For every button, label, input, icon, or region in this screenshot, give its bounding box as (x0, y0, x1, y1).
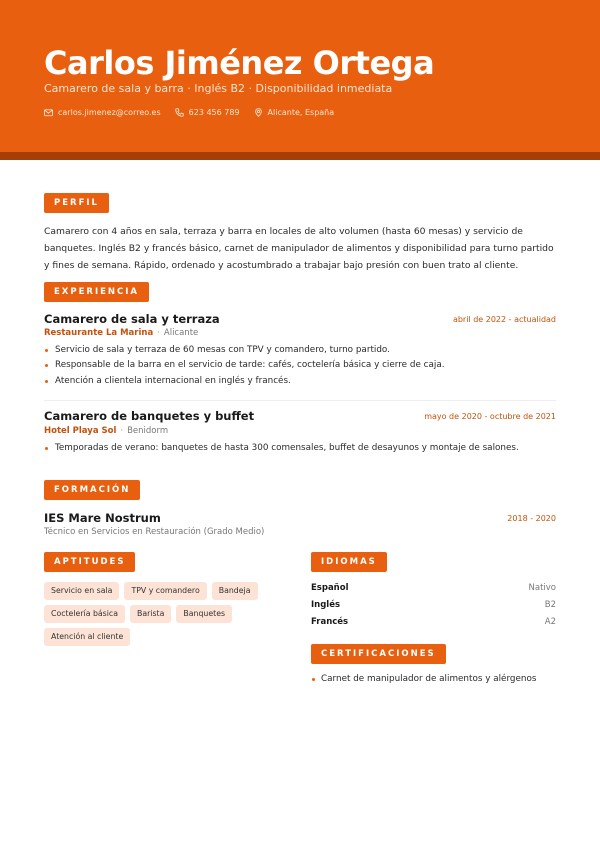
job-date: mayo de 2020 - octubre de 2021 (424, 412, 556, 421)
phone-icon (175, 108, 184, 117)
job-location: Alicante (163, 328, 199, 338)
language-level: Nativo (528, 583, 556, 593)
contact-row (44, 108, 334, 117)
job-title: Camarero de sala y terraza (44, 312, 220, 326)
language-name: Inglés (311, 600, 341, 610)
job-employer: Hotel Playa Sol · Benidorm (44, 426, 169, 436)
language-level: B2 (544, 600, 556, 610)
job-title: Camarero de banquetes y buffet (44, 409, 255, 423)
education-school: IES Mare Nostrum (44, 511, 161, 525)
contact-location (254, 108, 335, 117)
skill-chip: Barista (130, 605, 171, 623)
job-org: Restaurante La Marina (44, 328, 154, 338)
candidate-subtitle: Camarero de sala y barra · Inglés B2 · Disponibilidad inmediata (44, 82, 393, 95)
list-item: Temporadas de verano: banquetes de hasta 300 comensales, buffet de desayunos y montaje de salones. (44, 441, 560, 456)
section-tag-perfil: PERFIL (44, 193, 109, 213)
section-tag-formacion: FORMACIÓN (44, 480, 140, 500)
job-divider (44, 400, 556, 401)
job-date: abril de 2022 - actualidad (452, 315, 556, 324)
certifications-list (311, 672, 556, 687)
email-text: carlos.jimenez@correo.es (58, 108, 161, 117)
job-org: Hotel Playa Sol (44, 426, 117, 436)
location-text: Alicante, España (267, 108, 335, 117)
list-item: Atención a clientela internacional en inglés y francés. (44, 374, 560, 389)
education-degree: Técnico en Servicios en Restauración (Grado Medio) (44, 527, 265, 537)
skill-chip: TPV y comandero (124, 582, 206, 600)
skill-chip: Servicio en sala (44, 582, 119, 600)
language-row (311, 583, 556, 593)
contact-email[interactable] (44, 108, 161, 117)
contact-phone[interactable] (175, 108, 240, 117)
language-row (311, 617, 556, 627)
job-location: Benidorm (127, 426, 169, 436)
candidate-name: Carlos Jiménez Ortega (44, 44, 435, 82)
section-tag-aptitudes: APTITUDES (44, 552, 135, 572)
profile-summary: Camarero con 4 años en sala, terraza y barra en locales de alto volumen (hasta 60 mesas) y servicio de banquetes. Inglés B2 y francés básico, carnet de manipulador de alimentos y disponibilidad para turno partido y fines de semana. Rápido, ordenado y acostumbrado a trabajar bajo presión con buen trato al cliente. (44, 226, 554, 271)
location-pin-icon (254, 108, 263, 117)
language-name: Español (311, 583, 349, 593)
job-bullets (44, 441, 560, 456)
header-accent-bar (0, 152, 600, 160)
phone-text: 623 456 789 (188, 108, 240, 117)
section-tag-experiencia: EXPERIENCIA (44, 282, 149, 302)
list-item: Carnet de manipulador de alimentos y alérgenos (311, 672, 556, 687)
job-employer: Restaurante La Marina · Alicante (44, 328, 199, 338)
skill-chip: Banquetes (176, 605, 232, 623)
education-date: 2018 - 2020 (507, 514, 556, 523)
skills-chips (44, 582, 284, 646)
section-tag-idiomas: IDIOMAS (311, 552, 387, 572)
list-item: Responsable de la barra en el servicio de tarde: cafés, coctelería básica y cierre de caja. (44, 358, 560, 373)
skill-chip: Atención al cliente (44, 628, 130, 646)
section-tag-certificaciones: CERTIFICACIONES (311, 644, 446, 664)
skill-chip: Coctelería básica (44, 605, 125, 623)
mail-icon (44, 108, 53, 117)
list-item: Servicio de sala y terraza de 60 mesas con TPV y comandero, turno partido. (44, 343, 560, 358)
skill-chip: Bandeja (212, 582, 258, 600)
language-name: Francés (311, 617, 349, 627)
language-row (311, 600, 556, 610)
language-level: A2 (544, 617, 556, 627)
job-bullets (44, 343, 560, 389)
